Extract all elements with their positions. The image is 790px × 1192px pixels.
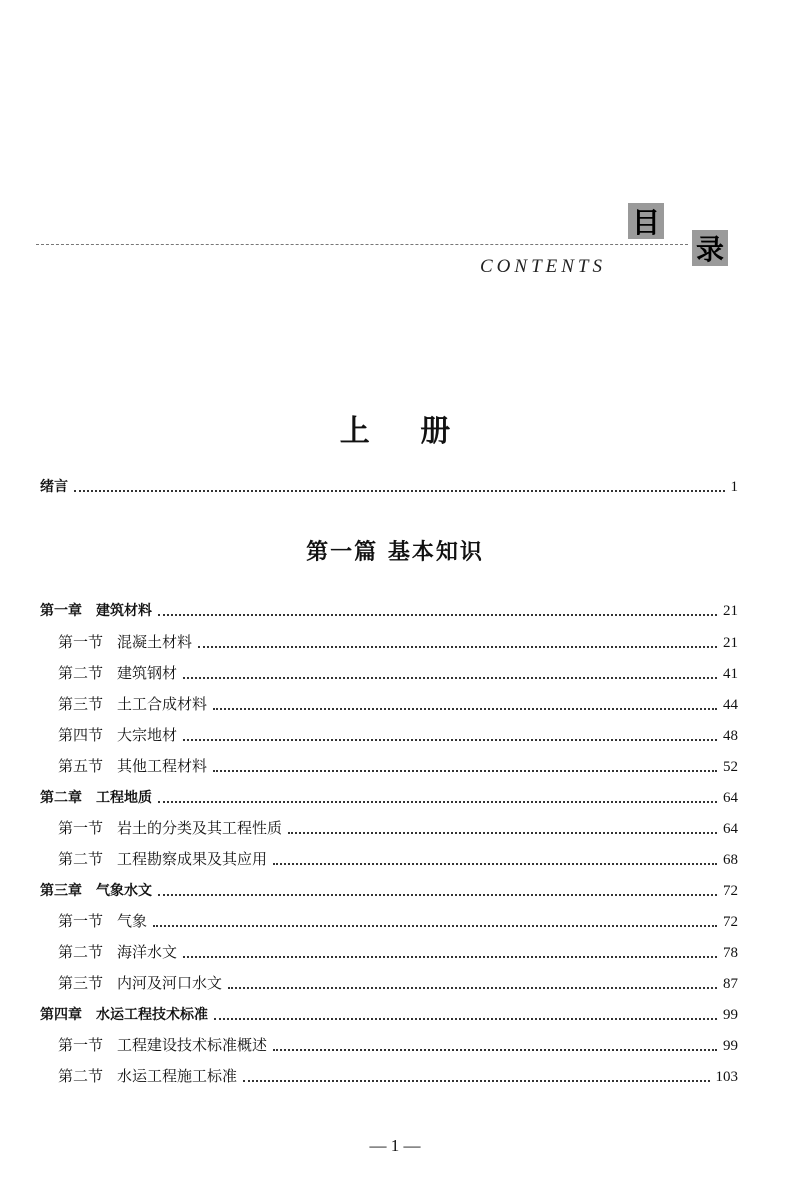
dot-leader [273, 1049, 717, 1051]
toc-entry-name: 水运工程技术标准 [96, 1007, 208, 1023]
toc-section[interactable] [58, 1062, 738, 1086]
toc-section[interactable] [58, 721, 738, 745]
toc-entry-name: 海洋水文 [117, 943, 178, 961]
toc-page-number: 64 [723, 821, 738, 837]
toc-entry-name: 混凝土材料 [117, 633, 193, 651]
toc-entry-number: 第一节 [58, 912, 104, 930]
toc-entry-number: 第二章 [40, 790, 82, 806]
toc-entry-number: 第三节 [58, 695, 104, 713]
dot-leader [153, 925, 717, 927]
toc-page-number: 72 [723, 883, 738, 899]
toc-page-number: 52 [723, 759, 738, 775]
toc-entry-name: 气象水文 [96, 883, 152, 899]
toc-entry-number: 第三节 [58, 974, 104, 992]
toc-entry-number: 第一节 [58, 819, 104, 837]
dot-leader [213, 770, 717, 772]
toc-page-number: 99 [723, 1038, 738, 1054]
toc-entry-name: 内河及河口水文 [117, 974, 223, 992]
toc-section[interactable] [58, 845, 738, 869]
toc-entry-name: 工程建设技术标准概述 [117, 1036, 268, 1054]
toc-chapter[interactable] [40, 783, 738, 807]
toc-page-number: 68 [723, 852, 738, 868]
toc-page-number: 64 [723, 790, 738, 806]
toc-entry-name: 气象 [117, 912, 148, 930]
volume-title: 上 册 [339, 414, 451, 449]
toc-entry-name: 建筑材料 [96, 603, 152, 619]
dot-leader [158, 614, 717, 616]
part-title: 第一篇 基本知识 [306, 540, 484, 565]
dot-leader [214, 1018, 717, 1020]
toc-chapter[interactable] [40, 876, 738, 900]
toc-section[interactable] [58, 938, 738, 962]
dot-leader [213, 708, 717, 710]
toc-entry-number: 第一章 [40, 603, 82, 619]
dot-leader [183, 956, 717, 958]
toc-section[interactable] [58, 969, 738, 993]
toc-entry-name: 工程勘察成果及其应用 [117, 850, 268, 868]
toc-chapter[interactable] [40, 596, 738, 620]
toc-page-number: 99 [723, 1007, 738, 1023]
toc-entry-number: 第二节 [58, 664, 104, 682]
toc-page-number: 1 [730, 479, 738, 495]
header-dashed-rule [36, 244, 688, 245]
toc-page-number: 48 [723, 728, 738, 744]
toc-page-number: 41 [723, 666, 738, 682]
dot-leader [158, 801, 717, 803]
toc-entry-name: 绪言 [40, 479, 68, 495]
title-char-mu: 目 [628, 203, 664, 239]
toc-entry-name: 建筑钢材 [117, 664, 178, 682]
toc-page-number: 21 [723, 603, 738, 619]
dot-leader [198, 646, 717, 648]
toc-section[interactable] [58, 814, 738, 838]
title-char-lu: 录 [692, 230, 728, 266]
toc-section[interactable] [58, 1031, 738, 1055]
toc-page-number: 78 [723, 945, 738, 961]
toc-entry-number: 第二节 [58, 1067, 104, 1085]
dot-leader [243, 1080, 709, 1082]
dot-leader [288, 832, 717, 834]
toc-entry-number: 第四章 [40, 1007, 82, 1023]
dot-leader [183, 739, 717, 741]
toc-entry-name: 大宗地材 [117, 726, 178, 744]
toc-entry-name: 水运工程施工标准 [117, 1067, 238, 1085]
dot-leader [158, 894, 717, 896]
toc-entry-name: 岩土的分类及其工程性质 [117, 819, 283, 837]
toc-section[interactable] [58, 690, 738, 714]
toc-section[interactable] [58, 628, 738, 652]
contents-heading: CONTENTS [480, 256, 606, 277]
dot-leader [74, 490, 725, 492]
toc-chapter[interactable] [40, 1000, 738, 1024]
toc-page-number: 44 [723, 697, 738, 713]
toc-section[interactable] [58, 907, 738, 931]
toc-page-number: 72 [723, 914, 738, 930]
toc-entry-number: 第一节 [58, 1036, 104, 1054]
toc-entry-name: 其他工程材料 [117, 757, 208, 775]
toc-entry-number: 第二节 [58, 850, 104, 868]
toc-entry-name: 土工合成材料 [117, 695, 208, 713]
toc-entry-number: 第一节 [58, 633, 104, 651]
toc-entry-number: 第二节 [58, 943, 104, 961]
toc-entry-number: 第四节 [58, 726, 104, 744]
page-folio: — 1 — [369, 1136, 421, 1155]
dot-leader [183, 677, 717, 679]
toc-page-number: 21 [723, 635, 738, 651]
toc-entry-name: 工程地质 [96, 790, 152, 806]
dot-leader [273, 863, 717, 865]
dot-leader [228, 987, 717, 989]
toc-entry-number: 第三章 [40, 883, 82, 899]
toc-entry-number: 第五节 [58, 757, 104, 775]
toc-page-number: 103 [715, 1069, 738, 1085]
toc-section[interactable] [58, 752, 738, 776]
toc-section[interactable] [58, 659, 738, 683]
toc-page-number: 87 [723, 976, 738, 992]
toc-preface[interactable] [40, 472, 738, 496]
